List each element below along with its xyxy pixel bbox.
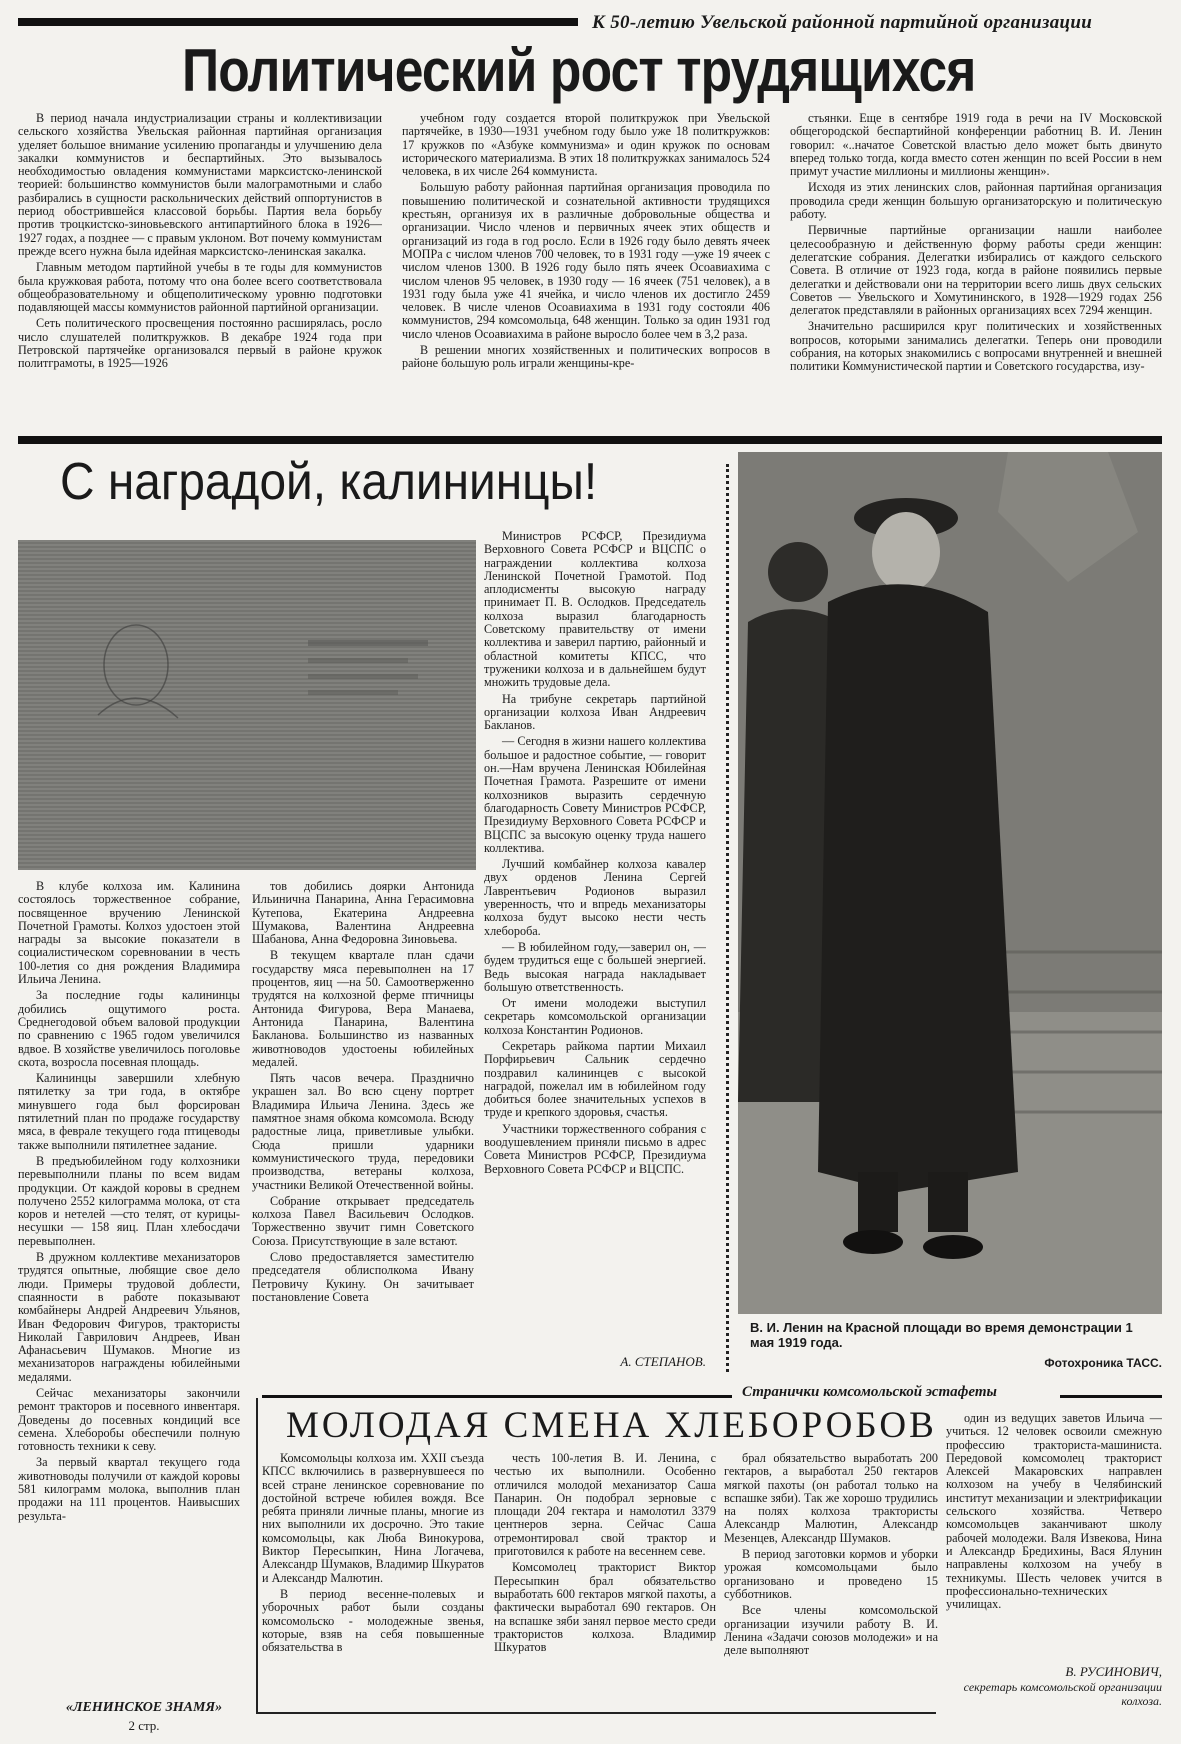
paragraph: Значительно расширился круг политических и хозяйственных вопросов, которыми занимались делегатки. Теперь они проводили собрания, на которых знакомились с вопросами внутренней и внешней политики Коммунистической партии и Советского государства, изу- xyxy=(790,319,1162,374)
article2-signature: А. СТЕПАНОВ. xyxy=(620,1354,706,1369)
paragraph: Секретарь райкома партии Михаил Порфирьевич Сальник сердечно поздравил калининцев с высокой наградой, пожелал им в юбилейном году добиться более значительных успехов в труде и крепкого здоровья, счастья. xyxy=(484,1038,706,1120)
paragraph: В решении многих хозяйственных и политических вопросов в районе большую роль играли женщины-кре- xyxy=(402,343,770,371)
paragraph: В период весенне-полевых и уборочных работ были созданы комсомольско - молодежные звенья, которые, взяв на себя повышенные обязательства в xyxy=(262,1586,484,1655)
honor-certificate-photo xyxy=(18,540,476,870)
relay-kicker: Странички комсомольской эстафеты xyxy=(742,1384,997,1400)
paragraph: Участники торжественного собрания с воодушевлением приняли письмо в адрес Совета Министров РСФСР, Президиума Верховного Совета РСФСР и ВЦСПС. xyxy=(484,1121,706,1176)
paragraph: Калининцы завершили хлебную пятилетку за три года, в октябре минувшего года был форсирован пятилетний план по продаже государству мяса, в феврале текущего года птицеводы также выполнили пятилетнее задание. xyxy=(18,1071,240,1152)
photo-credit: Фотохроника ТАСС. xyxy=(1044,1356,1162,1370)
paragraph: За последние годы калининцы добились ощутимого роста. Среднегодовой объем валовой продукции по сравнению с 1965 годом увеличился вдвое. В хозяйстве увеличилось поголовье скота, возросла посевная площадь. xyxy=(18,988,240,1069)
headline-award: С наградой, калининцы! xyxy=(60,453,598,511)
paragraph: стьянки. Еще в сентябре 1919 года в речи на IV Московской общегородской беспартийной конференции работниц В. И. Ленин говорил: «..начатое Советской властью дело может быть двинуто вперед только тогда, когда вместо сотен женщин по всей России в нем примут участие миллионы и миллионы женщин». xyxy=(790,112,1162,179)
paragraph: В период заготовки кормов и уборки урожая комсомольцами было организовано и проведено 15 субботников. xyxy=(724,1547,938,1601)
paragraph: один из ведущих заветов Ильича — учиться. 12 человек освоили смежную профессию тракториста-машиниста. Передовой комсомолец тракторист Алексей Макаровских направлен колхозом на учебу в Челябинский институт механизации и электрификации сельского хозяйства. Четверо комсомольцев заканчивают школу рабочей молодежи. Валя Извекова, Нина и Александр Бредихины, Вася Ялунин направлены колхозом на учебу в техникумы. Шесть человек учится в профессионально-технических училищах. xyxy=(946,1412,1162,1612)
paragraph: Комсомольцы колхоза им. XXII съезда КПСС включились в развернувшееся по всей стране ленинское соревнование по достойной встрече юбилея вождя. Все ребята приняли личные планы, многие из них выполнили их досрочно. Это такие комсомольцы, как Люба Винокурова, Виктор Пересыпкин, Нина Логачева, Александр Шумаков, Владимир Шкуратов и Александр Малютин. xyxy=(262,1452,484,1585)
paragraph: Слово предоставляется заместителю председателя облисполкома Ивану Петровичу Кукину. Он зачитывает постановление Совета xyxy=(252,1250,474,1304)
article1-col2 xyxy=(402,112,770,430)
article1-col3 xyxy=(790,112,1162,430)
paragraph: На трибуне секретарь партийной организации колхоза Иван Андреевич Бакланов. xyxy=(484,691,706,733)
article3-col4 xyxy=(946,1412,1162,1660)
column-divider xyxy=(726,464,729,1372)
article2-colA xyxy=(18,880,240,1680)
lenin-photo xyxy=(738,452,1162,1314)
paragraph: Сеть политического просвещения постоянно расширялась, росло число слушателей политкружков. В декабре 1924 года при Петровской партячейке организовался первый в районе кружок политграмоты, в 1925—1926 xyxy=(18,316,382,371)
relay-rule xyxy=(262,1395,732,1398)
paragraph: В клубе колхоза им. Калинина состоялось торжественное собрание, посвященное вручению Ленинской Почетной Грамоты. Колхоз удостоен этой награды за высокие показатели в социалистическом соревновании в честь 100-летия со дня рождения Владимира Ильича Ленина. xyxy=(18,880,240,987)
headline-political-growth: Политический рост трудящихся xyxy=(182,37,976,104)
newspaper-name: «ЛЕНИНСКОЕ ЗНАМЯ» xyxy=(65,1700,223,1715)
page-number: 2 стр. xyxy=(128,1718,160,1733)
article3-col3 xyxy=(724,1452,938,1706)
relay-rule-right xyxy=(1060,1395,1162,1398)
article2-colB xyxy=(252,880,474,1370)
article3-col2 xyxy=(494,1452,716,1706)
photo-caption: В. И. Ленин на Красной площади во время демонстрации 1 мая 1919 года. xyxy=(750,1320,1133,1350)
paragraph: брал обязательство выработать 200 гектаров, а выработал 250 гектаров мягкой пахоты (он работал только на вспашке зяби). Так же хорошо трудились на полях колхоза трактористы Александр Малютин, Александр Мезенцев, Александр Шумаков. xyxy=(724,1452,938,1545)
paragraph: Первичные партийные организации нашли наиболее целесообразную и действенную форму работы среди женщин: делегатские собрания. Делегатки избирались от каждого сельского Совета. В отличие от 1923 года, когда в районе появились первые делегатки и действовали они на территории всего лишь двух сельских Советов — Увельского и Хомутининского, в 1928—1929 годах 256 делегаток представляли в районных организациях всех 7294 женщин. xyxy=(790,223,1162,318)
paragraph: В текущем квартале план сдачи государству мяса перевыполнен на 17 процентов, яиц —на 50. Самоотверженно трудятся на колхозной ферме птичницы Антонида Фигурова, Вера Манаева, Антонида Панарина, Валентина Бакланова. Большинство из названных животноводов удостоены юбилейных медалей. xyxy=(252,948,474,1069)
paragraph: Сейчас механизаторы закончили ремонт тракторов и посевного инвентаря. Доведены до посевных кондиций все семена. Хлеборобы обеспечили полную готовность техники к севу. xyxy=(18,1385,240,1454)
article2-colC xyxy=(484,530,706,1348)
paragraph: Исходя из этих ленинских слов, районная партийная организация проводила среди женщин большую организаторскую и политическую работу. xyxy=(790,180,1162,222)
article1-col1 xyxy=(18,112,382,430)
paragraph: учебном году создается второй политкружок при Увельской партячейке, в 1930—1931 учебном году было уже 18 политкружков: 17 кружков по «Азбуке коммунизма» и один кружок по основам исторического материализма. В этих 18 политкружках занималось 524 человека, в их числе 264 коммуниста. xyxy=(402,112,770,179)
paragraph: Все члены комсомольской организации изучили работу В. И. Ленина «Задачи союзов молодежи» и на деле выполняют xyxy=(724,1603,938,1658)
paragraph: честь 100-летия В. И. Ленина, с честью их выполнили. Особенно отличился молодой механизатор Саша Панарин. Он подобрал зерновые с площади 204 гектара и намолотил 3379 центнеров зерна. Сейчас Саша отремонтировал свой трактор и приготовился к работе на весеннем севе. xyxy=(494,1452,716,1559)
photo-illustration xyxy=(738,452,1162,1314)
paragraph: Пять часов вечера. Празднично украшен зал. Во всю сцену портрет Владимира Ильича Ленина. Здесь же памятное знамя обкома комсомола. Всюду радостные лица, приветливые улыбки. Сюда пришли ударники коммунистического труда, передовики производства, ветераны колхоза, участники Великой Отечественной войны. xyxy=(252,1071,474,1192)
paragraph: От имени молодежи выступил секретарь комсомольской организации колхоза Константин Родионов. xyxy=(484,996,706,1037)
paragraph: В период начала индустриализации страны и коллективизации сельского хозяйства Увельская районная партийная организация уделяет большое внимание усилению пропаганды и улучшению дела закалки коммунистов и беспартийных. Это вызывалось необходимостью овладения коммунистами марксистско-ленинской теорией: большинство коммунистов были малограмотными и слабо разбирались в сущности раскольнических действий оппортунистов в период обострившейся классовой борьбы. Партия вела борьбу против троцкистско-зиновьевского антипартийного блока в 1926—1927 годах, а позднее — с правым уклоном. Вот почему коммунистам прежде всего нужна была идейная марксистско-ленинская закалка. xyxy=(18,112,382,258)
headline-young-generation: МОЛОДАЯ СМЕНА ХЛЕБОРОБОВ xyxy=(286,1405,937,1446)
paragraph: Министров РСФСР, Президиума Верховного Совета РСФСР и ВЦСПС о награждении коллектива колхоза Ленинской Почетной Грамотой. Под аплодисменты высокую награду принимает П. В. Ослодков. Председатель колхоза выразил благодарность Советскому правительству от имени коллектива и заверил партию, районный и областной комитеты КПСС, что труженики колхоза и в дальнейшем будут множить трудовые дела. xyxy=(484,530,706,690)
section-divider xyxy=(18,436,1162,444)
certificate-illustration xyxy=(18,540,476,870)
paragraph: — В юбилейном году,—заверил он, — будем трудиться еще с большей энергией. Ведь высокая награда накладывает большую ответственность. xyxy=(484,939,706,994)
article3-col1 xyxy=(262,1452,484,1706)
paragraph: Главным методом партийной учебы в те годы для коммунистов была кружковая работа, потому что она более всего соответствовала общеобразовательному и общеполитическому уровню подготовки подавляющей массы коммунистов районной партийной организации. xyxy=(18,260,382,315)
relay-box-bottom xyxy=(256,1712,936,1714)
relay-box-border xyxy=(256,1398,258,1712)
paragraph: Большую работу районная партийная организация проводила по повышению политической и сознательной активности трудящихся крестьян, организуя их в различные добровольные общества и организации. Число членов и первичных ячеек этих обществ и организаций из года в год росло. Если в 1926 году было девять ячеек МОПРа с числом членов 700 человек, то в 1931 году —уже 19 ячеек с числом членов 1300. В 1926 году было пять ячеек Осоавиахима с числом членов 95 человек, в 1930 году — 16 ячеек (751 человек), а в 1931 году была уже 41 ячейка, и число членов их достигло 2459 человек. В числе членов Осоавиахима в 1931 году состояли 406 коммунистов, 294 комсомольца, 648 женщин. Только за один 1931 год число членов Осоавиахима в районе выросло более чем в 3,2 раза. xyxy=(402,180,770,341)
article3-signature-name: В. РУСИНОВИЧ, xyxy=(1065,1664,1162,1679)
paragraph: В дружном коллективе механизаторов трудятся опытные, любящие свое дело люди. Примеры трудовой доблести, спаянности в работе показывают комбайнеры Андрей Андреевич Ульянов, Иван Федорович Фигуров, трактористы Николай Гаврилович Андреев, Иван Афанасьевич Шумаков. Многие из механизаторов награждены юбилейными медалями. xyxy=(18,1250,240,1384)
paragraph: тов добились доярки Антонида Ильинична Панарина, Анна Герасимовна Кутепова, Екатерина Андреевна Шумакова, Валентина Андреевна Шабанова, Анна Федоровна Зиновьева. xyxy=(252,880,474,947)
article3-signature-role: секретарь комсомольской организации колхоза. xyxy=(963,1680,1162,1708)
paragraph: Комсомолец тракторист Виктор Пересыпкин брал обязательство выработать 600 гектаров мягкой пахоты, а фактически выработал 690 гектаров. Он на вспашке зяби занял первое место среди трактористов колхоза. Владимир Шкуратов xyxy=(494,1560,716,1655)
paragraph: Собрание открывает председатель колхоза Павел Васильевич Ослодков. Торжественно звучит гимн Советского Союза. Присутствующие в зале встают. xyxy=(252,1193,474,1248)
paragraph: За первый квартал текущего года животноводы получили от каждой коровы 581 килограмм молока, выполнив план продажи на 111 процентов. Наивысших результа- xyxy=(18,1455,240,1523)
paragraph: В предъюбилейном году колхозники перевыполнили планы по всем видам продукции. От каждой коровы в среднем получено 2552 килограмма молока, от ста коров и нетелей —сто телят, от курицы-несушки — 158 яиц. План хлебосдачи перевыполнен. xyxy=(18,1153,240,1248)
paragraph: Лучший комбайнер колхоза кавалер двух орденов Ленина Сергей Лаврентьевич Родионов выразил уверенность, что и впредь механизаторы колхоза будут высоко нести честь хлебороба. xyxy=(484,857,706,938)
anniversary-kicker: К 50-летию Увельской районной партийной организации xyxy=(592,12,1093,33)
paragraph: — Сегодня в жизни нашего коллектива большое и радостное событие, — говорит он.—Нам вручена Ленинская Юбилейная Почетная Грамота. Разрешите от имени колхозников выразить сердечную благодарность Совету Министров РСФСР, Президиуму Верховного Совета РСФСР и ВЦСПС за высокую оценку труда нашего коллектива. xyxy=(484,734,706,855)
top-rule xyxy=(18,18,578,26)
